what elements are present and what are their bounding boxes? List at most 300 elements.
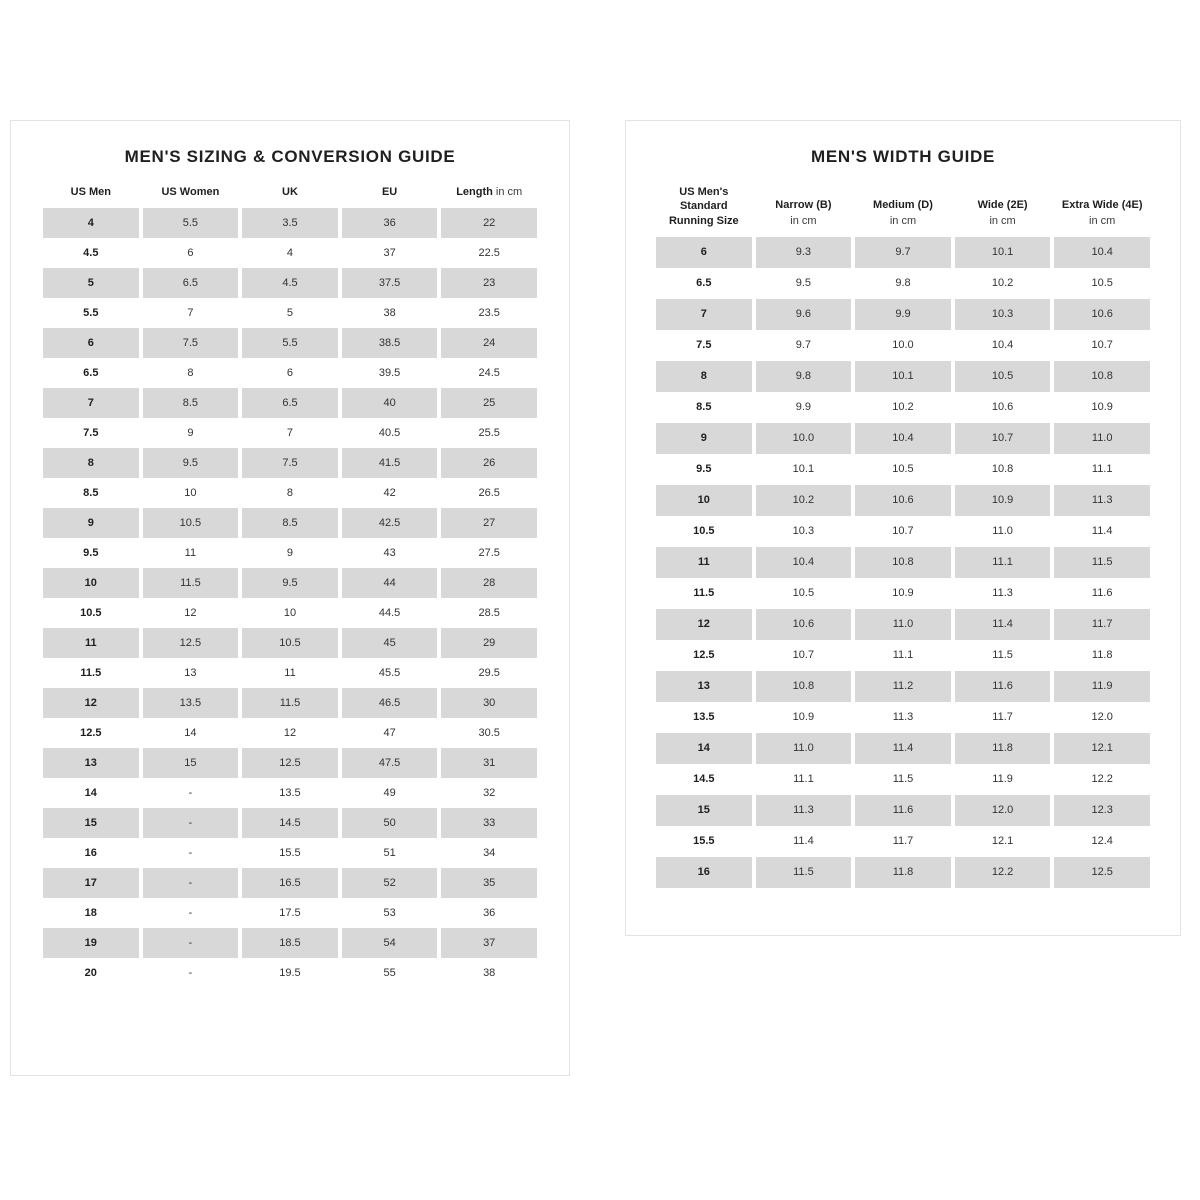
table-cell: 16 [84,847,97,860]
table-cell: 11.7 [892,835,914,848]
table-cell: 12.0 [1091,711,1113,724]
table-row [43,538,537,568]
table-cell: 11.5 [756,857,852,888]
table-cell: 38 [383,307,396,320]
width-guide-title: MEN'S WIDTH GUIDE [810,147,996,166]
table-cell: 9.3 [756,237,852,268]
table-cell: 11 [43,628,139,658]
table-cell: 22 [441,208,537,238]
column-header [955,181,1051,237]
column-header [342,181,438,208]
table-row [656,640,1150,671]
table-cell: 6 [187,247,194,260]
table-cell: 4 [286,247,294,260]
table-cell: 43 [383,547,396,560]
column-header-label: Narrow (B) [775,199,832,212]
table-cell: 12.0 [955,795,1051,826]
table-cell: 13.5 [143,688,239,718]
column-header [441,181,537,208]
table-cell: 14.5 [242,808,338,838]
table-row [43,208,537,238]
table-cell: 11.6 [855,795,951,826]
column-header-unit: in cm [495,186,523,198]
table-cell: 10.5 [892,463,914,476]
table-cell: 9.8 [895,277,911,290]
table-cell: 10.0 [756,423,852,454]
table-cell: 9.6 [756,299,852,330]
table-cell: 7 [286,427,294,440]
table-cell: 10 [656,485,752,516]
table-cell: 9 [43,508,139,538]
table-cell: 9 [656,423,752,454]
table-cell: 26 [441,448,537,478]
table-cell: 11.9 [992,773,1013,786]
table-row [656,826,1150,857]
table-cell: 8 [43,448,139,478]
table-row [43,598,537,628]
table-row [656,764,1150,795]
table-cell: 13.5 [279,787,301,800]
table-cell: 25 [441,388,537,418]
table-cell: 22.5 [478,247,500,260]
table-cell: 18 [84,907,97,920]
table-cell: 14 [656,733,752,764]
table-row [43,388,537,418]
table-cell: 9.5 [795,277,812,290]
table-cell: 26.5 [478,487,500,500]
table-cell: 11.5 [992,649,1013,662]
table-cell: 9.8 [756,361,852,392]
table-cell: 7.5 [696,339,712,352]
table-cell: 6 [286,367,294,380]
table-row [43,418,537,448]
column-header [756,181,852,237]
table-cell: 11.5 [1054,547,1150,578]
table-cell: 10.9 [955,485,1051,516]
table-cell: 10.5 [242,628,338,658]
table-cell: 4.5 [242,268,338,298]
column-header-label: Extra Wide (4E) [1061,199,1143,212]
table-cell: 29 [441,628,537,658]
table-cell: 10.4 [756,547,852,578]
table-cell: 8.5 [83,487,99,500]
table-cell: 45.5 [378,667,401,680]
table-row [43,688,537,718]
table-row [656,733,1150,764]
table-row [43,328,537,358]
table-cell: 11.0 [855,609,951,640]
table-row [43,238,537,268]
table-cell: 10.6 [855,485,951,516]
table-cell: - [143,928,239,958]
table-cell: 8.5 [696,401,712,414]
table-cell: 19 [43,928,139,958]
table-cell: 9.7 [855,237,951,268]
table-cell: 6.5 [242,388,338,418]
table-cell: 11.8 [855,857,951,888]
table-cell: 10.9 [892,587,914,600]
table-cell: 24 [441,328,537,358]
table-cell: 11.3 [1054,485,1150,516]
table-cell: 5.5 [83,307,99,320]
table-cell: 10.5 [955,361,1051,392]
table-cell: 15 [143,748,239,778]
column-header-label: Wide (2E) [977,199,1028,212]
width-guide-table [652,181,1154,888]
table-cell: 37 [441,928,537,958]
table-cell: 10.7 [1091,339,1113,352]
table-cell: 12.2 [1091,773,1113,786]
table-cell: 10.5 [693,525,715,538]
table-cell: - [188,787,193,800]
table-cell: 14.5 [693,773,715,786]
table-cell: 38.5 [342,328,438,358]
table-cell: 12 [283,727,297,740]
table-cell: 4.5 [83,247,99,260]
sizing-conversion-table [39,181,541,988]
table-cell: 10.7 [792,649,815,662]
table-cell: 11.1 [1091,463,1113,476]
table-cell: 37 [383,247,396,260]
table-cell: 11.1 [892,649,914,662]
sizing-conversion-panel [10,120,570,1076]
table-cell: 7.5 [83,427,99,440]
table-cell: 11.1 [955,547,1051,578]
table-row [656,330,1150,361]
table-cell: 54 [342,928,438,958]
table-row [43,718,537,748]
table-row [656,485,1150,516]
table-cell: 47.5 [342,748,438,778]
table-cell: 42.5 [342,508,438,538]
table-cell: 12.5 [1054,857,1150,888]
table-row [656,516,1150,547]
table-row [43,448,537,478]
table-cell: 27 [441,508,537,538]
table-row [656,547,1150,578]
table-cell: 7.5 [242,448,338,478]
table-cell: 11.4 [1091,525,1113,538]
table-cell: 11.5 [693,587,715,600]
table-cell: 12.4 [1091,835,1113,848]
table-cell: 51 [383,847,396,860]
table-cell: 11.6 [1091,587,1113,600]
table-cell: 5.5 [143,208,239,238]
table-cell: 11.7 [992,711,1013,724]
table-row [43,298,537,328]
table-cell: 9.7 [795,339,812,352]
table-cell: 11.3 [756,795,852,826]
table-cell: 11.4 [793,835,814,848]
table-cell: 10 [43,568,139,598]
table-cell: 28.5 [478,607,500,620]
column-header [242,181,338,208]
table-cell: 33 [441,808,537,838]
table-cell: 28 [441,568,537,598]
table-cell: 11.0 [1054,423,1150,454]
table-cell: 10.9 [1091,401,1113,414]
table-row [43,868,537,898]
table-cell: 10.6 [1054,299,1150,330]
table-cell: 11.2 [855,671,951,702]
table-cell: 35 [441,868,537,898]
table-cell: 10.0 [892,339,914,352]
table-cell: 11.7 [1054,609,1150,640]
table-cell: 9.9 [855,299,951,330]
table-cell: 50 [342,808,438,838]
table-cell: 32 [483,787,496,800]
table-row [43,808,537,838]
table-row [656,671,1150,702]
table-cell: 11.3 [992,587,1013,600]
table-cell: 34 [483,847,496,860]
table-cell: 37.5 [342,268,438,298]
table-cell: 11.6 [955,671,1051,702]
column-header-label: US Men's Standard Running Size [668,186,739,227]
table-cell: 10.6 [991,401,1014,414]
table-cell: 3.5 [242,208,338,238]
table-cell: 30 [441,688,537,718]
table-cell: 45 [342,628,438,658]
table-cell: 44.5 [378,607,401,620]
column-header-unit: in cm [1089,214,1116,227]
table-cell: 40 [342,388,438,418]
table-row [43,568,537,598]
table-cell: 36 [483,907,496,920]
table-cell: 6.5 [143,268,239,298]
table-cell: 10.8 [991,463,1014,476]
table-cell: 10 [283,607,297,620]
table-cell: 15.5 [279,847,301,860]
table-cell: 10.9 [792,711,815,724]
table-row [43,898,537,928]
table-cell: 10.2 [892,401,914,414]
table-cell: 53 [383,907,396,920]
table-cell: 30.5 [478,727,500,740]
table-row [43,268,537,298]
table-cell: 10.3 [792,525,815,538]
table-row [43,838,537,868]
table-cell: 9.5 [242,568,338,598]
table-cell: 5 [43,268,139,298]
table-cell: 23 [441,268,537,298]
table-row [43,958,537,988]
table-cell: 8.5 [143,388,239,418]
table-cell: 6.5 [83,367,99,380]
table-cell: 11.3 [892,711,914,724]
table-cell: 4 [43,208,139,238]
table-cell: 10.5 [80,607,102,620]
table-cell: 16.5 [242,868,338,898]
header-row [43,181,537,208]
table-row [43,658,537,688]
table-row [43,628,537,658]
table-cell: 12.1 [1054,733,1150,764]
table-cell: 9.5 [83,547,99,560]
table-cell: 12.5 [143,628,239,658]
table-cell: 36 [342,208,438,238]
table-cell: 14 [84,787,97,800]
table-cell: 11.4 [955,609,1051,640]
table-cell: 10.2 [991,277,1014,290]
table-cell: 17.5 [279,907,301,920]
table-row [656,423,1150,454]
table-cell: - [143,868,239,898]
table-cell: 8 [656,361,752,392]
table-cell: 15.5 [693,835,715,848]
table-cell: 13 [656,671,752,702]
table-cell: 10 [184,487,197,500]
table-cell: 10.7 [892,525,914,538]
column-header-unit: in cm [790,214,817,227]
table-cell: 10.1 [792,463,815,476]
table-cell: 44 [342,568,438,598]
header-row [656,181,1150,237]
table-cell: 27.5 [478,547,500,560]
table-cell: 15 [43,808,139,838]
table-row [43,508,537,538]
width-guide-panel [625,120,1181,936]
table-cell: - [188,907,193,920]
table-cell: 10.4 [855,423,951,454]
table-cell: 6 [656,237,752,268]
table-cell: - [143,808,239,838]
table-row [656,795,1150,826]
table-cell: 49 [383,787,396,800]
table-cell: 10.2 [756,485,852,516]
table-cell: 11.4 [855,733,951,764]
table-cell: 19.5 [279,967,301,980]
table-row [656,237,1150,268]
table-cell: 42 [383,487,396,500]
table-row [43,748,537,778]
table-cell: 10.5 [1091,277,1113,290]
table-cell: 7 [656,299,752,330]
table-cell: 9 [286,547,294,560]
table-cell: 47 [383,727,396,740]
column-header-label: Medium (D) [873,199,933,212]
table-cell: 10.4 [991,339,1014,352]
table-cell: 46.5 [342,688,438,718]
table-cell: 12.5 [693,649,715,662]
table-cell: 10.1 [955,237,1051,268]
table-cell: 11.0 [992,525,1013,538]
table-cell: 8 [187,367,194,380]
table-cell: 31 [441,748,537,778]
table-cell: 6 [43,328,139,358]
table-cell: 9 [187,427,194,440]
table-cell: 6.5 [696,277,712,290]
column-header [143,181,239,208]
table-cell: 7 [187,307,194,320]
table-cell: 11.5 [80,667,102,680]
table-cell: 10.4 [1054,237,1150,268]
table-cell: 9.9 [795,401,812,414]
table-row [656,609,1150,640]
sizing-conversion-title: MEN'S SIZING & CONVERSION GUIDE [124,147,456,166]
table-cell: 12.1 [991,835,1014,848]
table-cell: 29.5 [478,667,500,680]
table-cell: 12.5 [80,727,102,740]
table-row [656,702,1150,733]
table-cell: 11 [284,667,296,680]
table-cell: 9.5 [696,463,712,476]
table-row [656,857,1150,888]
table-cell: 41.5 [342,448,438,478]
table-row [656,361,1150,392]
table-cell: 15 [656,795,752,826]
column-header [1054,181,1150,237]
table-cell: 11.5 [892,773,914,786]
table-cell: 11.0 [756,733,852,764]
table-cell: 12.2 [955,857,1051,888]
column-header-unit: in cm [989,214,1016,227]
table-cell: 11.8 [955,733,1051,764]
table-row [656,454,1150,485]
table-cell: 12 [656,609,752,640]
table-cell: 11 [184,547,197,560]
table-cell: 16 [656,857,752,888]
table-row [43,928,537,958]
table-cell: 11.5 [242,688,338,718]
table-cell: 11.8 [1091,649,1113,662]
table-row [43,358,537,388]
table-cell: 11.1 [793,773,814,786]
table-cell: 13 [43,748,139,778]
table-cell: 12 [43,688,139,718]
table-cell: 20 [84,967,97,980]
column-header [656,181,752,237]
table-cell: 39.5 [378,367,401,380]
table-cell: 10.6 [756,609,852,640]
table-cell: 10.5 [792,587,815,600]
table-row [656,268,1150,299]
table-cell: 38 [483,967,496,980]
table-cell: 10.8 [756,671,852,702]
table-cell: 52 [342,868,438,898]
table-cell: 18.5 [242,928,338,958]
table-cell: 24.5 [478,367,500,380]
table-cell: 40.5 [378,427,401,440]
table-cell: 5.5 [242,328,338,358]
table-cell: 7.5 [143,328,239,358]
table-cell: 10.5 [143,508,239,538]
table-cell: 10.1 [855,361,951,392]
table-row [43,478,537,508]
table-cell: 10.7 [955,423,1051,454]
table-cell: - [188,967,193,980]
table-cell: 10.8 [1054,361,1150,392]
table-cell: 11 [656,547,752,578]
table-cell: 11.5 [143,568,239,598]
table-cell: 5 [286,307,294,320]
column-header-label: US Men [70,186,111,198]
table-cell: 8 [286,487,294,500]
table-cell: 13.5 [693,711,715,724]
table-row [656,299,1150,330]
column-header-label: Length [456,186,493,198]
column-header [43,181,139,208]
table-cell: - [188,847,193,860]
table-cell: 10.8 [855,547,951,578]
table-row [656,392,1150,423]
table-cell: 12.5 [242,748,338,778]
table-cell: 9.5 [143,448,239,478]
column-header-label: US Women [161,186,220,198]
table-cell: 12.3 [1054,795,1150,826]
column-header-label: EU [381,186,398,198]
table-cell: 14 [184,727,197,740]
